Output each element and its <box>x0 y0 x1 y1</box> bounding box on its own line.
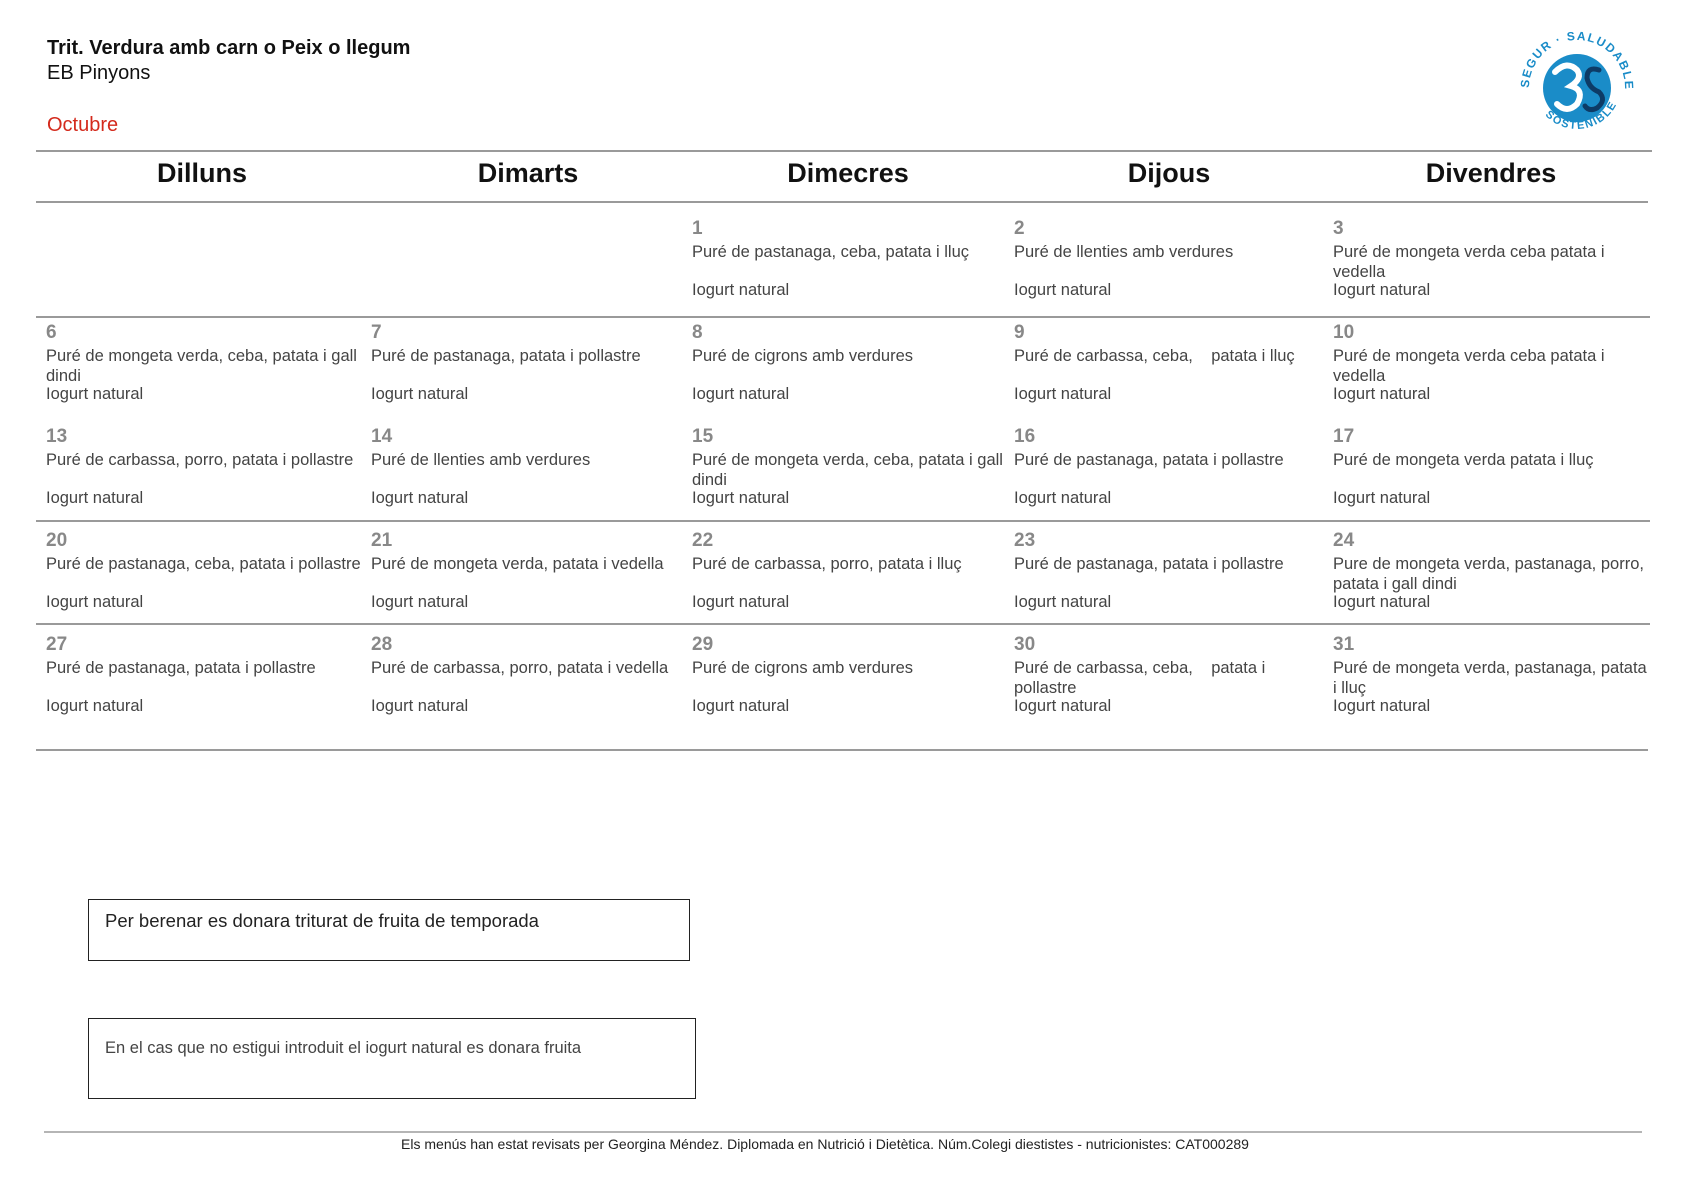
dessert-text: Iogurt natural <box>1014 697 1112 715</box>
weekday-wednesday: Dimecres <box>787 158 909 188</box>
day-cell <box>371 322 686 422</box>
day-cell <box>1333 426 1648 526</box>
logo-text-top: SEGUR · SALUDABLE <box>1517 28 1637 91</box>
day-number: 7 <box>371 322 382 343</box>
snack-note: Per berenar es donara triturat de fruita de temporada <box>88 899 690 961</box>
day-number: 2 <box>1014 218 1025 239</box>
day-number: 30 <box>1014 634 1036 655</box>
day-cell <box>692 218 1007 318</box>
dish-text: Puré de pastanaga, patata i pollastre <box>371 347 641 365</box>
dish-text: Puré de carbassa, porro, patata i lluç <box>692 555 962 573</box>
dessert-text: Iogurt natural <box>1333 281 1431 299</box>
dish-text: Puré de mongeta verda, ceba, patata i gall dindi <box>692 451 1008 489</box>
day-number: 27 <box>46 634 68 655</box>
dish-text: Puré de carbassa, porro, patata i pollastre <box>46 451 354 469</box>
dish-text: Pure de mongeta verda, pastanaga, porro, patata i gall dindi <box>1333 555 1649 593</box>
day-number: 23 <box>1014 530 1036 551</box>
day-cell <box>46 530 361 630</box>
dish-text: Puré de pastanaga, patata i pollastre <box>46 659 316 677</box>
dessert-text: Iogurt natural <box>371 489 469 507</box>
day-cell <box>1014 426 1329 526</box>
footer-credit: Els menús han estat revisats per Georgina Méndez. Diplomada en Nutrició i Dietètica. Núm.Colegi diestistes - nutricionistes: CAT000289 <box>401 1136 1249 1152</box>
school-name: EB Pinyons <box>47 62 151 84</box>
dessert-text: Iogurt natural <box>1014 385 1112 403</box>
day-cell <box>692 634 1007 734</box>
day-cell <box>1333 634 1652 734</box>
day-number: 10 <box>1333 322 1355 343</box>
day-number: 28 <box>371 634 393 655</box>
dish-text: Puré de cigrons amb verdures <box>692 347 914 365</box>
day-number: 16 <box>1014 426 1036 447</box>
day-cell <box>1014 322 1329 422</box>
day-cell <box>1333 218 1648 318</box>
day-number: 20 <box>46 530 68 551</box>
header-rule <box>36 150 1652 152</box>
day-cell <box>46 426 361 526</box>
day-number: 21 <box>371 530 393 551</box>
row-rule-2 <box>36 520 1650 522</box>
day-cell <box>692 322 1007 422</box>
dish-text: Puré de mongeta verda ceba patata i vedella <box>1333 347 1610 385</box>
grid-bottom-rule <box>36 749 1648 751</box>
dish-text: Puré de pastanaga, ceba, patata i lluç <box>692 243 970 261</box>
day-cell <box>371 634 686 734</box>
day-number: 24 <box>1333 530 1355 551</box>
day-cell <box>692 426 1007 526</box>
dish-text: Puré de pastanaga, patata i pollastre <box>1014 451 1284 469</box>
dish-text: Puré de cigrons amb verdures <box>692 659 914 677</box>
dessert-text: Iogurt natural <box>46 697 144 715</box>
day-cell <box>1014 530 1329 630</box>
days-header-rule <box>36 201 1648 203</box>
dessert-text: Iogurt natural <box>1014 489 1112 507</box>
dessert-text: Iogurt natural <box>692 697 790 715</box>
dessert-text: Iogurt natural <box>1333 385 1431 403</box>
footer-rule <box>44 1131 1642 1133</box>
weekday-header <box>36 158 1650 200</box>
row-rule-1 <box>36 316 1650 318</box>
dessert-text: Iogurt natural <box>1014 593 1112 611</box>
day-cell <box>46 322 361 422</box>
day-number: 15 <box>692 426 714 447</box>
day-cell <box>1333 322 1648 422</box>
dish-text: Puré de mongeta verda patata i lluç <box>1333 451 1594 469</box>
dish-text: Puré de carbassa, ceba, patata i pollastre <box>1014 659 1270 697</box>
dessert-text: Iogurt natural <box>371 697 469 715</box>
day-number: 9 <box>1014 322 1025 343</box>
row-rule-3 <box>36 623 1650 625</box>
dessert-text: Iogurt natural <box>46 593 144 611</box>
day-cell <box>46 634 361 734</box>
day-number: 22 <box>692 530 714 551</box>
day-cell <box>1014 634 1329 734</box>
day-number: 1 <box>692 218 703 239</box>
day-cell <box>1014 218 1329 318</box>
day-cell <box>692 530 1007 630</box>
dessert-text: Iogurt natural <box>1333 697 1431 715</box>
dessert-text: Iogurt natural <box>371 385 469 403</box>
dish-text: Puré de mongeta verda, ceba, patata i gall dindi <box>46 347 362 385</box>
dish-text: Puré de carbassa, ceba, patata i lluç <box>1014 347 1295 365</box>
day-number: 6 <box>46 322 57 343</box>
dish-text: Puré de mongeta verda, patata i vedella <box>371 555 664 573</box>
day-number: 13 <box>46 426 68 447</box>
day-number: 17 <box>1333 426 1355 447</box>
month-label: Octubre <box>47 114 119 136</box>
day-number: 8 <box>692 322 703 343</box>
segur-saludable-sostenible-logo <box>1515 26 1639 150</box>
dessert-text: Iogurt natural <box>692 281 790 299</box>
day-number: 14 <box>371 426 393 447</box>
dish-text: Puré de mongeta verda, pastanaga, patata i lluç <box>1333 659 1652 697</box>
weekday-thursday: Dijous <box>1127 158 1211 188</box>
weekday-friday: Divendres <box>1425 158 1557 188</box>
dessert-text: Iogurt natural <box>46 489 144 507</box>
dessert-text: Iogurt natural <box>1014 281 1112 299</box>
dessert-text: Iogurt natural <box>1333 489 1431 507</box>
logo-text-bottom: SOSTENIBLE <box>1542 99 1620 133</box>
day-number: 29 <box>692 634 714 655</box>
dish-text: Puré de pastanaga, patata i pollastre <box>1014 555 1284 573</box>
dish-text: Puré de pastanaga, ceba, patata i pollastre <box>46 555 361 573</box>
day-number: 3 <box>1333 218 1344 239</box>
day-cell <box>371 530 686 630</box>
dish-text: Puré de mongeta verda ceba patata i vedella <box>1333 243 1610 281</box>
day-cell <box>1333 530 1648 630</box>
weekday-tuesday: Dimarts <box>477 158 579 188</box>
dessert-text: Iogurt natural <box>692 489 790 507</box>
dessert-text: Iogurt natural <box>1333 593 1431 611</box>
dish-text: Puré de llenties amb verdures <box>371 451 591 469</box>
dish-text: Puré de carbassa, porro, patata i vedella <box>371 659 669 677</box>
yogurt-note: En el cas que no estigui introduit el iogurt natural es donara fruita <box>88 1018 696 1099</box>
weekday-monday: Dilluns <box>156 158 247 188</box>
dessert-text: Iogurt natural <box>692 593 790 611</box>
dessert-text: Iogurt natural <box>692 385 790 403</box>
day-number: 31 <box>1333 634 1355 655</box>
day-cell <box>371 426 686 526</box>
dish-text: Puré de llenties amb verdures <box>1014 243 1234 261</box>
dessert-text: Iogurt natural <box>46 385 144 403</box>
menu-title: Trit. Verdura amb carn o Peix o llegum <box>47 37 411 59</box>
dessert-text: Iogurt natural <box>371 593 469 611</box>
